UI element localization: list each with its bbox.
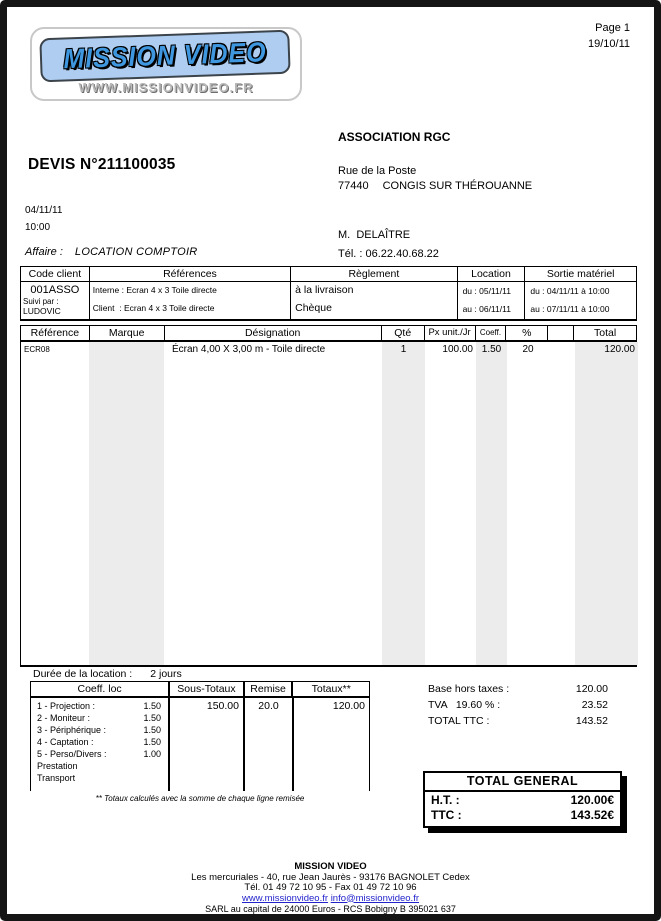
header-reference: Référence xyxy=(30,327,80,339)
items-table-header xyxy=(20,325,637,342)
cell-sortie-materiel xyxy=(524,282,636,319)
item-reference: ECR08 xyxy=(24,345,50,354)
tax-totals xyxy=(428,681,608,729)
footer-website-link[interactable]: www.missionvideo.fr xyxy=(241,892,329,904)
client-postal-code: 77440 xyxy=(338,180,369,192)
total-general-title: TOTAL GENERAL xyxy=(425,773,620,792)
totaux-cell xyxy=(292,698,370,791)
header-qte: Qté xyxy=(381,326,424,340)
header-coeff-loc: Coeff. loc xyxy=(77,683,122,695)
total-general-ht-row: H.T. : 120.00€ xyxy=(431,793,614,807)
logo-panel xyxy=(39,30,290,83)
footer-legal: SARL au capital de 24000 Euros - RCS Bobigny B 395021 637 xyxy=(205,904,456,914)
total-general-ttc-row: TTC : 143.52€ xyxy=(431,808,614,822)
logo-title: MISSION VIDEO xyxy=(62,36,268,75)
remise-value: 20.0 xyxy=(258,700,279,712)
remise-cell xyxy=(243,698,292,791)
header-pct: % xyxy=(505,326,547,340)
sous-totaux-value: 150.00 xyxy=(206,700,239,712)
footer-links xyxy=(0,894,661,905)
header-blank xyxy=(547,326,573,340)
tva-value: 23.52 xyxy=(581,699,608,711)
coeff-moniteur: 2 - Moniteur : 1.50 xyxy=(37,713,161,723)
suivi-par-value: LUDOVIC xyxy=(23,306,61,316)
code-client-value: 001ASSO xyxy=(30,284,80,296)
affaire-label: Affaire : xyxy=(25,246,63,258)
reglement-line1: à la livraison xyxy=(295,284,354,296)
ttc-value: 143.52 xyxy=(575,715,608,727)
header-designation: Désignation xyxy=(164,326,381,340)
footer-email-link[interactable]: info@missionvideo.fr xyxy=(330,892,420,904)
devis-date: 04/11/11 xyxy=(25,205,63,216)
location-au: au : 06/11/11 xyxy=(462,304,511,314)
devis-time: 10:00 xyxy=(25,222,51,233)
info-table-header xyxy=(20,266,637,282)
duration-line xyxy=(33,668,182,680)
item-unit-price: 100.00 xyxy=(442,344,473,355)
footer-address: Les mercuriales - 40, rue Jean Jaurès - 93176 BAGNOLET Cedex xyxy=(191,871,470,883)
footer-phone-fax: Tél. 01 49 72 10 95 - Fax 01 49 72 10 96 xyxy=(244,882,417,893)
logo-website: WWW.MISSIONVIDEO.FR xyxy=(78,80,254,95)
tva-row: TVA 19.60 % : 23.52 xyxy=(428,699,608,711)
suivi-par-label: Suivi par : xyxy=(23,297,59,306)
coeff-captation: 4 - Captation : 1.50 xyxy=(37,737,161,747)
header-reglement: Règlement xyxy=(290,267,456,281)
header-px-unit: Px unit./Jr xyxy=(424,326,475,340)
print-date: 19/10/11 xyxy=(587,38,630,50)
coeff-peripherique: 3 - Périphérique : 1.50 xyxy=(37,725,161,735)
base-ht-value: 120.00 xyxy=(575,683,608,695)
header-totaux: Totaux** xyxy=(291,682,369,696)
header-references: Références xyxy=(89,267,290,281)
page-number: Page 1 xyxy=(595,22,630,34)
cell-references xyxy=(89,282,290,319)
total-general-ht-value: 120.00€ xyxy=(570,793,614,807)
item-coeff: 1.50 xyxy=(481,344,502,355)
sortie-du: du : 04/11/11 à 10:00 xyxy=(530,286,610,296)
client-address-line1: Rue de la Poste xyxy=(338,165,417,177)
total-general-ttc-value: 143.52€ xyxy=(570,808,614,822)
reference-client: Client : Ecran 4 x 3 Toile directe xyxy=(92,303,215,313)
header-sortie-materiel: Sortie matériel xyxy=(524,267,636,281)
item-row xyxy=(21,344,636,358)
cell-location xyxy=(457,282,525,319)
totaux-value: 120.00 xyxy=(332,700,365,712)
totaux-footnote: ** Totaux calculés avec la somme de chaque ligne remisée xyxy=(95,794,305,803)
duration-label: Durée de la location : xyxy=(33,668,133,680)
total-general-box xyxy=(423,771,622,828)
footer-company: MISSION VIDEO xyxy=(294,861,367,872)
sortie-au: au : 07/11/11 à 10:00 xyxy=(530,304,610,314)
client-city: CONGIS SUR THÉROUANNE xyxy=(382,180,533,192)
base-ht-row: Base hors taxes : 120.00 xyxy=(428,683,608,695)
ttc-row: TOTAL TTC : 143.52 xyxy=(428,715,608,727)
affaire-line xyxy=(25,246,198,258)
client-name: ASSOCIATION RGC xyxy=(338,130,451,144)
item-total: 120.00 xyxy=(604,344,635,355)
page-footer xyxy=(0,862,661,915)
header-total: Total xyxy=(573,326,636,340)
item-designation: Écran 4,00 X 3,00 m - Toile directe xyxy=(172,344,326,355)
sous-totaux-cell xyxy=(168,698,243,791)
coeff-table-header xyxy=(30,681,370,698)
client-phone: Tél. : 06.22.40.68.22 xyxy=(338,248,439,260)
coeff-prestation: Prestation xyxy=(37,761,78,771)
client-contact: M. DELAÎTRE xyxy=(338,229,411,241)
duration-value: 2 jours xyxy=(150,668,182,680)
client-address-line2 xyxy=(338,180,532,192)
coeff-table-body xyxy=(30,698,370,791)
header-remise: Remise xyxy=(243,682,292,696)
coeff-projection: 1 - Projection : 1.50 xyxy=(37,701,161,711)
item-pct: 20 xyxy=(522,344,534,355)
coeff-list xyxy=(30,698,168,791)
page-info xyxy=(588,20,630,52)
coeff-transport: Transport xyxy=(37,773,76,783)
info-table-row xyxy=(20,282,637,321)
item-qty: 1 xyxy=(400,344,407,355)
header-code-client: Code client xyxy=(28,268,82,280)
location-du: du : 05/11/11 xyxy=(462,286,511,296)
header-marque: Marque xyxy=(89,326,164,340)
coeff-perso-divers: 5 - Perso/Divers : 1.00 xyxy=(37,749,161,759)
cell-code-client xyxy=(21,282,89,319)
column-stripe-total xyxy=(575,342,638,665)
info-table xyxy=(20,266,637,321)
reference-interne: Interne : Ecran 4 x 3 Toile directe xyxy=(92,285,217,295)
affaire-value: LOCATION COMPTOIR xyxy=(74,246,198,258)
header-location: Location xyxy=(457,267,525,281)
devis-number-title: DEVIS N°211100035 xyxy=(28,156,176,173)
items-table-body xyxy=(20,342,637,667)
company-logo xyxy=(30,27,302,101)
reglement-line2: Chèque xyxy=(295,302,332,314)
header-coeff: Coeff. xyxy=(475,326,506,340)
column-stripe-coeff xyxy=(476,342,507,665)
column-stripe-marque xyxy=(89,342,164,665)
column-stripe-qte xyxy=(382,342,425,665)
cell-reglement xyxy=(290,282,456,319)
header-sous-totaux: Sous-Totaux xyxy=(168,682,243,696)
